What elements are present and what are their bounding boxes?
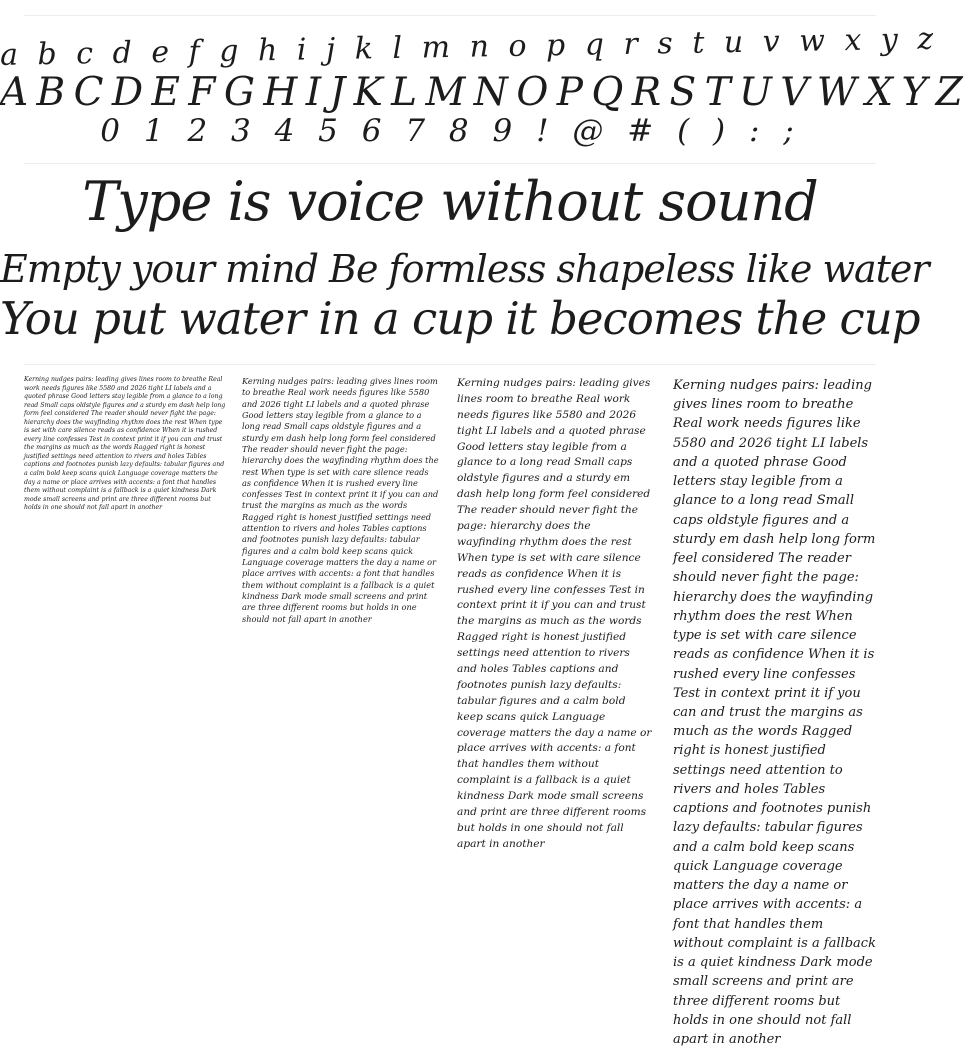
- headline-large-second: You put water in a cup it becomes the cup: [0, 292, 920, 345]
- glyph-row-uppercase: A B C D E F G H I J K L M N O P Q R S T U V W X Y Z: [0, 70, 964, 115]
- headline-medium: Empty your mind Be formless shapeless like water: [0, 247, 929, 291]
- paragraph-sample-small: Kerning nudges pairs: leading gives lines room to breathe Real work needs figures like 5580 and 2026 tight LI labels and a quoted phrase Good letters stay legible from a glance to a long read Small caps oldstyle figures and a sturdy em dash help long form feel considered The reader should never fight the page: hierarchy does the wayfinding rhythm does the rest When type is set with care silence reads as confidence When it is rushed every line confesses Test in context print it if you can and trust the margins as much as the words Ragged right is honest justified settings need attention to rivers and holes Tables captions and footnotes punish lazy defaults: tabular figures and a calm bold keep scans quick Language coverage matters the day a name or place arrives with accents: a font that handles them without complaint is a fallback is a quiet kindness Dark mode small screens and print are three different rooms but holds in one should not fall apart in another: [24, 376, 226, 512]
- glyph-row-lowercase: a b c d e f g h i j k l m n o p q r s t u v w x y z: [0, 21, 940, 73]
- headline-divider: [24, 364, 876, 365]
- top-divider: [24, 15, 876, 16]
- headline-large: Type is voice without sound: [82, 170, 818, 233]
- glyph-row-digits-symbols: 0 1 2 3 4 5 6 7 8 9 ! @ # ( ) : ;: [100, 113, 800, 149]
- paragraph-sample-medium: Kerning nudges pairs: leading gives lines room to breathe Real work needs figures like 5580 and 2026 tight LI labels and a quoted phrase Good letters stay legible from a glance to a long read Small caps oldstyle figures and a sturdy em dash help long form feel considered The reader should never fight the page: hierarchy does the wayfinding rhythm does the rest When type is set with care silence reads as confidence When it is rushed every line confesses Test in context print it if you can and trust the margins as much as the words Ragged right is honest justified settings need attention to rivers and holes Tables captions and footnotes punish lazy defaults: tabular figures and a calm bold keep scans quick Language coverage matters the day a name or place arrives with accents: a font that handles them without complaint is a fallback is a quiet kindness Dark mode small screens and print are three different rooms but holds in one should not fall apart in another: [242, 376, 439, 624]
- paragraph-sample-xlarge: Kerning nudges pairs: leading gives lines room to breathe Real work needs figures like 5580 and 2026 tight LI labels and a quoted phrase Good letters stay legible from a glance to a long read Small caps oldstyle figures and a sturdy em dash help long form feel considered The reader should never fight the page: hierarchy does the wayfinding rhythm does the rest When type is set with care silence reads as confidence When it is rushed every line confesses Test in context print it if you can and trust the margins as much as the words Ragged right is honest justified settings need attention to rivers and holes Tables captions and footnotes punish lazy defaults: tabular figures and a calm bold keep scans quick Language coverage matters the day a name or place arrives with accents: a font that handles them without complaint is a fallback is a quiet kindness Dark mode small screens and print are three different rooms but holds in one should not fall apart in another: [673, 378, 876, 1047]
- paragraph-sample-large: Kerning nudges pairs: leading gives lines room to breathe Real work needs figures like 5580 and 2026 tight LI labels and a quoted phrase Good letters stay legible from a glance to a long read Small caps oldstyle figures and a sturdy em dash help long form feel considered The reader should never fight the page: hierarchy does the wayfinding rhythm does the rest When type is set with care silence reads as confidence When it is rushed every line confesses Test in context print it if you can and trust the margins as much as the words Ragged right is honest justified settings need attention to rivers and holes Tables captions and footnotes punish lazy defaults: tabular figures and a calm bold keep scans quick Language coverage matters the day a name or place arrives with accents: a font that handles them without complaint is a fallback is a quiet kindness Dark mode small screens and print are three different rooms but holds in one should not fall apart in another: [457, 377, 652, 850]
- glyph-divider: [24, 163, 876, 164]
